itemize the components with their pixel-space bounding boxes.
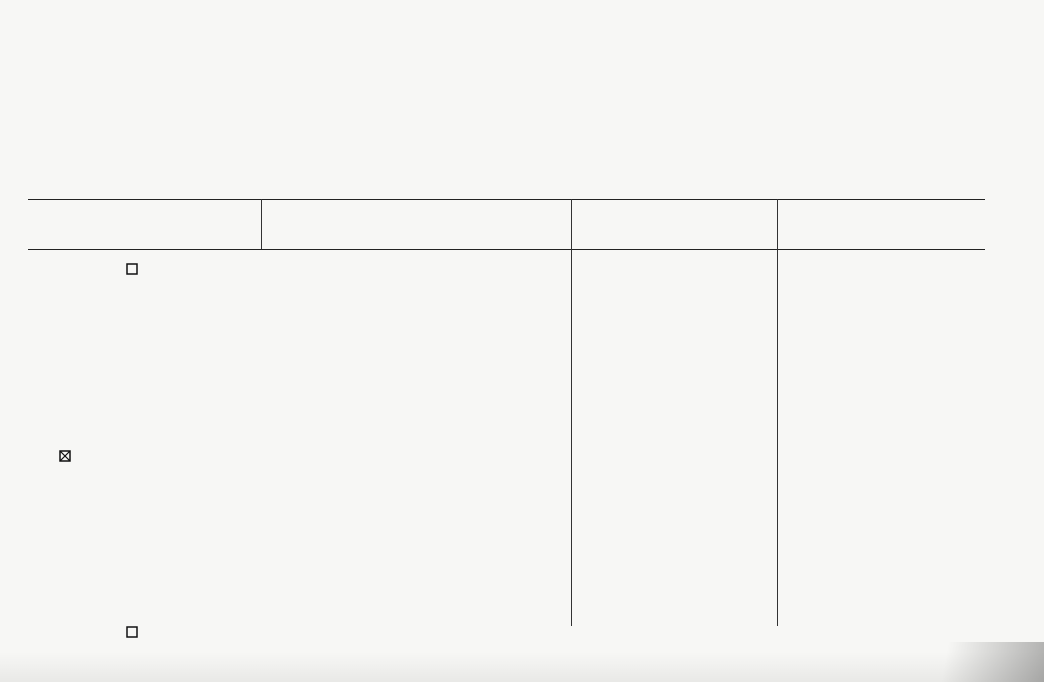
table-top-rule [28,199,985,200]
column-divider [571,199,572,626]
scan-shadow [0,652,1044,682]
column-divider [777,199,778,626]
content-cell [278,266,562,274]
teacher-square-icon [127,627,137,637]
column-divider [261,199,262,249]
scan-shadow-corner [904,642,1044,682]
whistle-square-icon [60,451,70,461]
formation-diagram [30,258,255,648]
teacher-square-icon [127,264,137,274]
table-header-rule [28,249,985,250]
